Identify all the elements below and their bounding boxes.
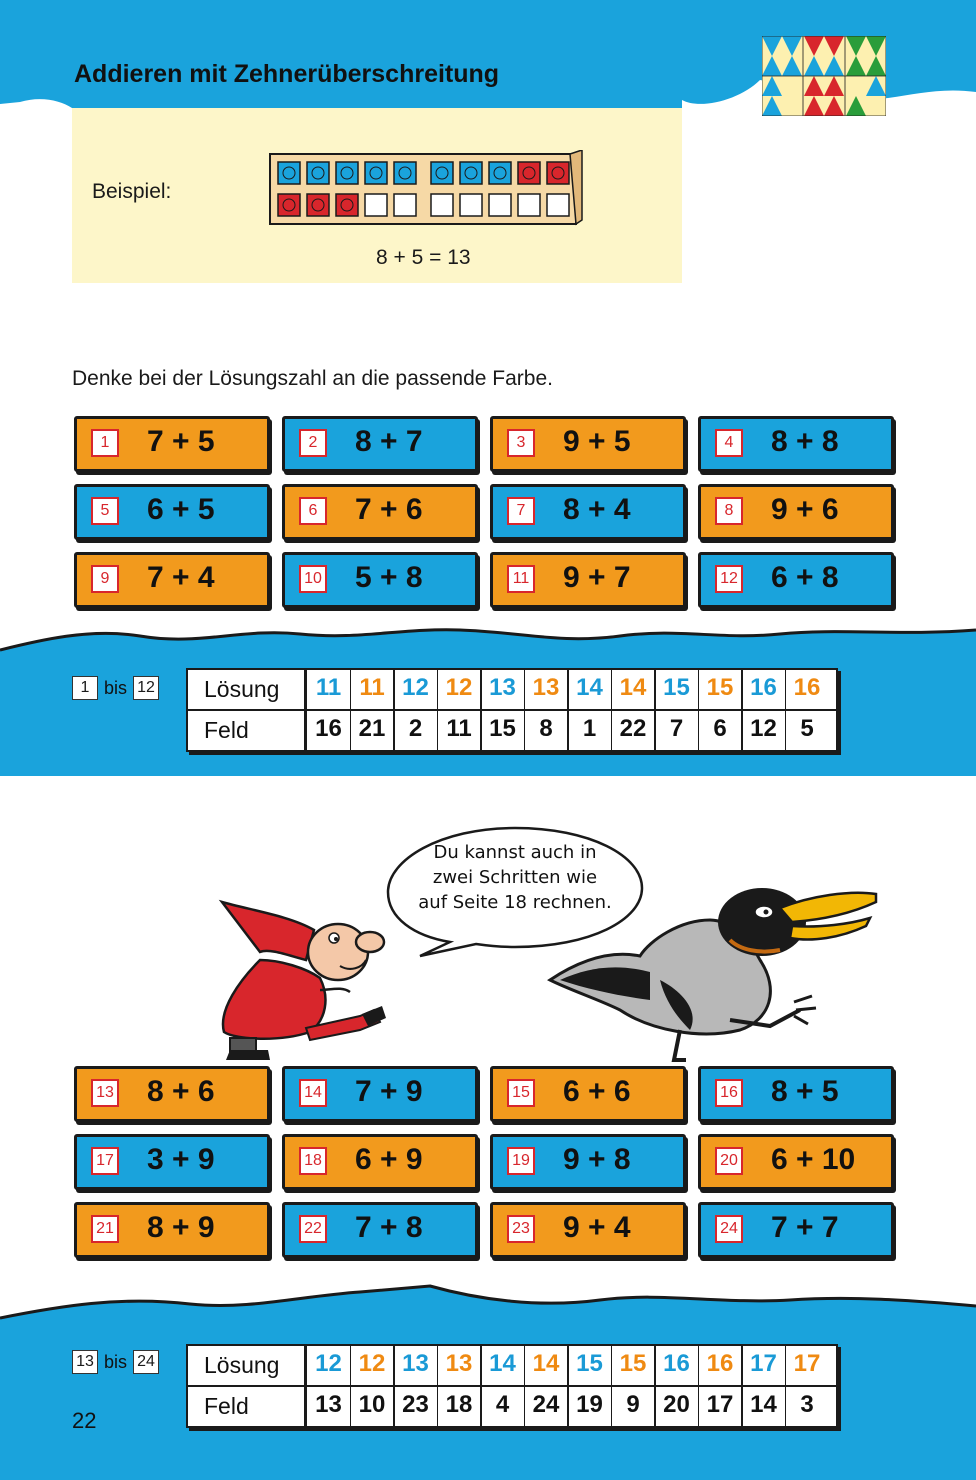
task-expression: 8 + 5: [771, 1075, 839, 1108]
empty-slot: [547, 194, 569, 216]
page-number: 22: [72, 1408, 97, 1433]
solution-cell: 17: [750, 1350, 777, 1377]
task-card-6: [282, 484, 478, 540]
task-card-11: [490, 552, 686, 608]
example-equation: 8 + 5 = 13: [376, 246, 471, 269]
solution-row-label: Lösung: [204, 1352, 280, 1378]
task-expression: 8 + 9: [147, 1211, 215, 1244]
task-expression: 7 + 8: [355, 1211, 423, 1244]
field-cell: 23: [402, 1391, 429, 1418]
solution-cell: 13: [402, 1350, 429, 1377]
task-expression: 7 + 9: [355, 1075, 423, 1108]
task-card-12: [698, 552, 894, 608]
empty-slot: [394, 194, 416, 216]
empty-slot: [365, 194, 387, 216]
range-to: 12: [133, 676, 159, 700]
task-number: 8: [715, 497, 743, 525]
task-expression: 5 + 8: [355, 561, 423, 594]
task-expression: 6 + 5: [147, 493, 215, 526]
bead-rack: [266, 150, 586, 230]
solution-cell: 15: [663, 674, 690, 701]
task-number: 4: [715, 429, 743, 457]
blue-bead: [365, 162, 387, 184]
solution-cell: 13: [489, 674, 516, 701]
solution-table-2: [186, 1344, 838, 1428]
example-label: Beispiel:: [92, 180, 172, 203]
logo-icon: [762, 36, 886, 116]
task-expression: 8 + 4: [563, 493, 631, 526]
solution-cell: 15: [706, 674, 734, 701]
solution-cell: 12: [402, 674, 429, 701]
solution-cell: 16: [706, 1350, 734, 1377]
task-expression: 9 + 8: [563, 1143, 631, 1176]
field-cell: 4: [495, 1391, 510, 1418]
solution-cell: 16: [750, 674, 777, 701]
task-expression: 6 + 9: [355, 1143, 423, 1176]
field-cell: 19: [576, 1391, 603, 1418]
field-cell: 11: [446, 715, 472, 742]
field-cell: 22: [619, 715, 647, 742]
task-number: 1: [91, 429, 119, 457]
task-expression: 6 + 6: [563, 1075, 631, 1108]
field-cell: 9: [626, 1391, 640, 1418]
task-card-24: [698, 1202, 894, 1258]
field-cell: 20: [663, 1391, 690, 1418]
task-card-22: [282, 1202, 478, 1258]
solution-cell: 14: [576, 674, 603, 701]
red-bead: [307, 194, 329, 216]
field-cell: 12: [750, 715, 777, 742]
task-expression: 9 + 6: [771, 493, 839, 526]
field-cell: 15: [489, 715, 516, 742]
task-number: 18: [299, 1147, 327, 1175]
solution-cell: 15: [576, 1350, 603, 1377]
task-expression: 6 + 8: [771, 561, 839, 594]
task-expression: 8 + 8: [771, 425, 839, 458]
instruction-text: Denke bei der Lösungszahl an die passende Farbe.: [72, 367, 553, 390]
field-cell: 16: [315, 715, 342, 742]
task-expression: 7 + 6: [355, 493, 423, 526]
solution-cell: 11: [359, 674, 385, 701]
field-cell: 18: [445, 1391, 473, 1418]
field-cell: 17: [706, 1391, 734, 1418]
solution-cell: 13: [532, 674, 560, 701]
task-number: 20: [715, 1147, 743, 1175]
task-number: 15: [507, 1079, 535, 1107]
empty-slot: [489, 194, 511, 216]
solution-cell: 17: [793, 1350, 821, 1377]
range-from: 13: [72, 1350, 98, 1374]
task-number: 5: [91, 497, 119, 525]
task-card-3: [490, 416, 686, 472]
task-number: 3: [507, 429, 535, 457]
field-cell: 10: [358, 1391, 386, 1418]
blue-bead: [394, 162, 416, 184]
task-expression: 3 + 9: [147, 1143, 215, 1176]
empty-slot: [431, 194, 453, 216]
range-label-2: [72, 1350, 159, 1374]
task-expression: 7 + 4: [147, 561, 215, 594]
task-expression: 9 + 7: [563, 561, 631, 594]
range-from: 1: [72, 676, 98, 700]
crow-illustration: [540, 880, 890, 1070]
field-row-label: Feld: [204, 717, 249, 743]
task-card-10: [282, 552, 478, 608]
solution-cell: 12: [315, 1350, 342, 1377]
solution-cell: 16: [663, 1350, 690, 1377]
task-expression: 7 + 5: [147, 425, 215, 458]
task-number: 2: [299, 429, 327, 457]
solution-cell: 12: [445, 674, 473, 701]
solution-cell: 14: [489, 1350, 516, 1377]
task-card-23: [490, 1202, 686, 1258]
field-cell: 8: [539, 715, 553, 742]
task-card-1: [74, 416, 270, 472]
task-expression: 9 + 4: [563, 1211, 631, 1244]
blue-bead: [307, 162, 329, 184]
field-row-label: Feld: [204, 1393, 249, 1419]
task-number: 22: [299, 1215, 327, 1243]
task-card-4: [698, 416, 894, 472]
empty-slot: [460, 194, 482, 216]
task-number: 14: [299, 1079, 327, 1107]
field-cell: 6: [713, 715, 727, 742]
task-number: 13: [91, 1079, 119, 1107]
task-number: 9: [91, 565, 119, 593]
task-number: 21: [91, 1215, 119, 1243]
task-number: 10: [299, 565, 327, 593]
task-expression: 8 + 6: [147, 1075, 215, 1108]
solution-cell: 14: [532, 1350, 560, 1377]
solution-row-label: Lösung: [204, 676, 280, 702]
field-cell: 1: [582, 715, 597, 742]
blue-bead: [460, 162, 482, 184]
task-card-15: [490, 1066, 686, 1122]
task-number: 19: [507, 1147, 535, 1175]
solution-table-1: [186, 668, 838, 752]
task-card-16: [698, 1066, 894, 1122]
field-cell: 14: [750, 1391, 777, 1418]
task-number: 17: [91, 1147, 119, 1175]
task-number: 6: [299, 497, 327, 525]
gnome-illustration: [210, 890, 390, 1070]
field-cell: 5: [800, 715, 814, 742]
field-cell: 2: [408, 715, 423, 742]
task-card-2: [282, 416, 478, 472]
solution-cell: 13: [445, 1350, 473, 1377]
solution-cell: 14: [619, 674, 647, 701]
solution-cell: 12: [358, 1350, 386, 1377]
empty-slot: [518, 194, 540, 216]
field-cell: 3: [800, 1391, 814, 1418]
field-cell: 7: [669, 715, 684, 742]
task-number: 11: [507, 565, 535, 593]
range-bis: bis: [104, 677, 128, 698]
blue-bead: [278, 162, 300, 184]
task-card-21: [74, 1202, 270, 1258]
task-number: 23: [507, 1215, 535, 1243]
red-bead: [547, 162, 569, 184]
blue-bead: [489, 162, 511, 184]
range-to: 24: [133, 1350, 159, 1374]
blue-bead: [336, 162, 358, 184]
task-number: 12: [715, 565, 743, 593]
task-number: 16: [715, 1079, 743, 1107]
task-card-5: [74, 484, 270, 540]
task-expression: 9 + 5: [563, 425, 631, 458]
range-label-1: [72, 676, 159, 700]
task-card-13: [74, 1066, 270, 1122]
task-card-8: [698, 484, 894, 540]
page-title: Addieren mit Zehnerüberschreitung: [74, 60, 500, 88]
field-cell: 24: [532, 1391, 560, 1418]
blue-bead: [431, 162, 453, 184]
task-card-18: [282, 1134, 478, 1190]
task-card-20: [698, 1134, 894, 1190]
task-card-17: [74, 1134, 270, 1190]
field-cell: 21: [358, 715, 386, 742]
field-cell: 13: [315, 1391, 342, 1418]
task-expression: 7 + 7: [771, 1211, 839, 1244]
task-expression: 6 + 10: [771, 1143, 856, 1176]
red-bead: [278, 194, 300, 216]
task-card-19: [490, 1134, 686, 1190]
task-expression: 8 + 7: [355, 425, 423, 458]
solution-cell: 11: [315, 674, 342, 701]
task-number: 24: [715, 1215, 743, 1243]
speech-bubble-text: Du kannst auch in zwei Schritten wie auf Seite 18 rechnen.: [418, 842, 612, 913]
range-bis: bis: [104, 1351, 128, 1372]
task-card-7: [490, 484, 686, 540]
task-card-14: [282, 1066, 478, 1122]
solution-cell: 16: [793, 674, 821, 701]
red-bead: [518, 162, 540, 184]
task-number: 7: [507, 497, 535, 525]
task-card-9: [74, 552, 270, 608]
solution-cell: 15: [619, 1350, 647, 1377]
red-bead: [336, 194, 358, 216]
